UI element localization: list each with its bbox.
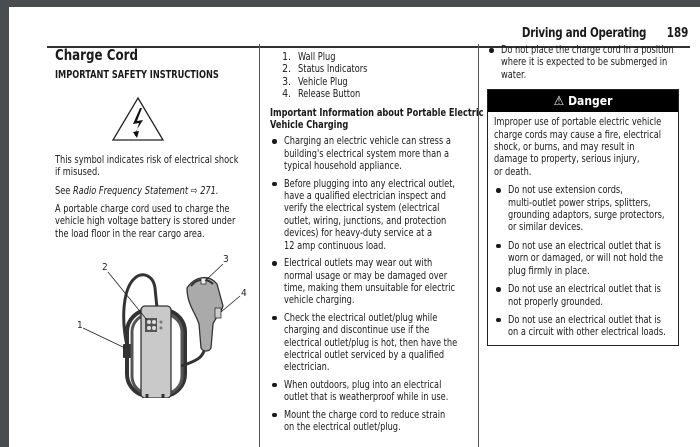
info-heading-line: Important Information about Portable Electric (270, 106, 484, 119)
danger-title: Danger (568, 94, 613, 109)
text-line: outlet, wiring, junctions, and protection (284, 214, 447, 227)
list-item (487, 44, 687, 81)
text-line: building's electrical system more than a (284, 147, 449, 160)
callout-3: 3 (223, 254, 229, 266)
warning-triangle-icon: ⚠ (553, 94, 565, 110)
column-danger (487, 44, 687, 346)
info-heading (270, 106, 484, 132)
list-item (494, 314, 672, 339)
list-item (494, 283, 672, 308)
submersion-warning-list (487, 44, 687, 81)
text-line: plug firmly in place. (508, 264, 590, 277)
page-number: 189 (666, 25, 688, 41)
part-label: 1. Wall Plug (298, 51, 336, 63)
danger-list (494, 184, 672, 338)
see-prefix: See (55, 184, 73, 197)
charging-safety-list (270, 135, 480, 433)
text-line: Do not use extension cords, (508, 184, 623, 197)
parts-list (270, 51, 480, 101)
text-line: outlet that is weatherproof while in use. (284, 391, 449, 404)
symbol-description: if misused. (55, 166, 100, 179)
text-line: normal usage or may be damaged over (284, 269, 448, 282)
info-heading-line: Vehicle Charging (270, 119, 349, 132)
danger-intro (494, 116, 672, 178)
danger-box (487, 89, 679, 346)
part-label: 2. Status Indicators (298, 63, 368, 76)
text-line: typical household appliance. (284, 160, 402, 173)
danger-header (488, 90, 678, 112)
part-label: 3. Vehicle Plug (298, 75, 348, 88)
text-line: When outdoors, plug into an electrical (284, 378, 442, 391)
list-item (494, 240, 672, 277)
text-line: Do not place the charge cord in a position (501, 44, 674, 56)
text-line: Do not use an electrical outlet that is (508, 283, 661, 296)
list-item (270, 257, 480, 307)
list-item (494, 184, 672, 234)
list-item (270, 379, 480, 404)
section-title: Driving and Operating (521, 25, 646, 41)
page-arrow-icon: ⇨ (190, 184, 198, 197)
storage-description: the load floor in the rear cargo area. (55, 227, 205, 240)
text-line: electrical outlet serviced by a qualified (284, 348, 445, 361)
text-line: charging and discontinue use if the (284, 324, 430, 337)
column-charge-cord (55, 44, 260, 398)
electrical-shock-warning-icon (111, 96, 165, 142)
text-line: on the electrical outlet/plug. (284, 420, 401, 433)
text-line: or death. (494, 165, 532, 178)
text-line: charge cords may cause a fire, electrical (494, 128, 662, 141)
text-line: multi-outlet power strips, splitters, (508, 196, 651, 209)
text-line: have a qualified electrician inspect and (284, 190, 447, 203)
list-item (270, 409, 480, 434)
text-line: on a circuit with other electrical loads. (508, 326, 666, 339)
text-line: Mount the charge cord to reduce strain (284, 408, 446, 421)
part-item (294, 76, 480, 88)
text-line: electrician. (284, 361, 330, 374)
text-line: Before plugging into any electrical outlet, (284, 177, 456, 190)
text-line: Improper use of portable electric vehicle (494, 116, 662, 129)
part-item (294, 51, 480, 63)
text-line: shock, or burns, and may result in (494, 141, 635, 154)
symbol-description: This symbol indicates risk of electrical shock (55, 153, 239, 166)
column-charging-info (270, 44, 484, 433)
callout-4: 4 (241, 288, 247, 300)
storage-description: A portable charge cord used to charge the (55, 203, 230, 216)
list-item (270, 135, 480, 172)
safety-subheading: IMPORTANT SAFETY INSTRUCTIONS (55, 69, 219, 82)
callout-1: 1 (77, 320, 83, 332)
section-heading: Charge Cord (55, 46, 138, 64)
text-line: water. (501, 68, 527, 81)
text-line: 12 amp continuous load. (284, 239, 387, 252)
text-line: grounding adaptors, surge protectors, (508, 209, 665, 222)
text-line: where it is expected to be submerged in (501, 56, 668, 69)
list-item (270, 178, 480, 252)
storage-description: vehicle high voltage battery is stored under (55, 215, 236, 228)
text-line: damage to property, serious injury, (494, 153, 640, 166)
text-line: devices) for heavy-duty service at a (284, 227, 433, 240)
text-line: Do not use an electrical outlet that is (508, 239, 661, 252)
part-item (294, 63, 480, 75)
text-line: Do not use an electrical outlet that is (508, 313, 661, 326)
list-item (270, 312, 480, 374)
callout-2: 2 (102, 262, 108, 274)
text-line: Check the electrical outlet/plug while (284, 311, 438, 324)
charge-cord-illustration (75, 248, 265, 398)
text-line: vehicle charging. (284, 294, 355, 307)
part-item (294, 88, 480, 100)
reference-page[interactable]: 271. (200, 184, 219, 197)
text-line: time, making them unsuitable for electric (284, 281, 456, 294)
part-label: 4. Release Button (298, 88, 361, 101)
text-line: worn or damaged, or will not hold the (508, 252, 664, 265)
text-line: electrical outlet/plug is hot, then have the (284, 336, 458, 349)
text-line: verify the electrical system (electrical (284, 202, 440, 215)
text-line: Charging an electric vehicle can stress a (284, 135, 451, 148)
text-line: Electrical outlets may wear out with (284, 257, 433, 270)
cross-reference (55, 185, 235, 197)
text-line: or similar devices. (508, 221, 584, 234)
text-line: not properly grounded. (508, 295, 603, 308)
danger-body (488, 112, 678, 345)
radio-frequency-link[interactable]: Radio Frequency Statement (72, 184, 189, 197)
